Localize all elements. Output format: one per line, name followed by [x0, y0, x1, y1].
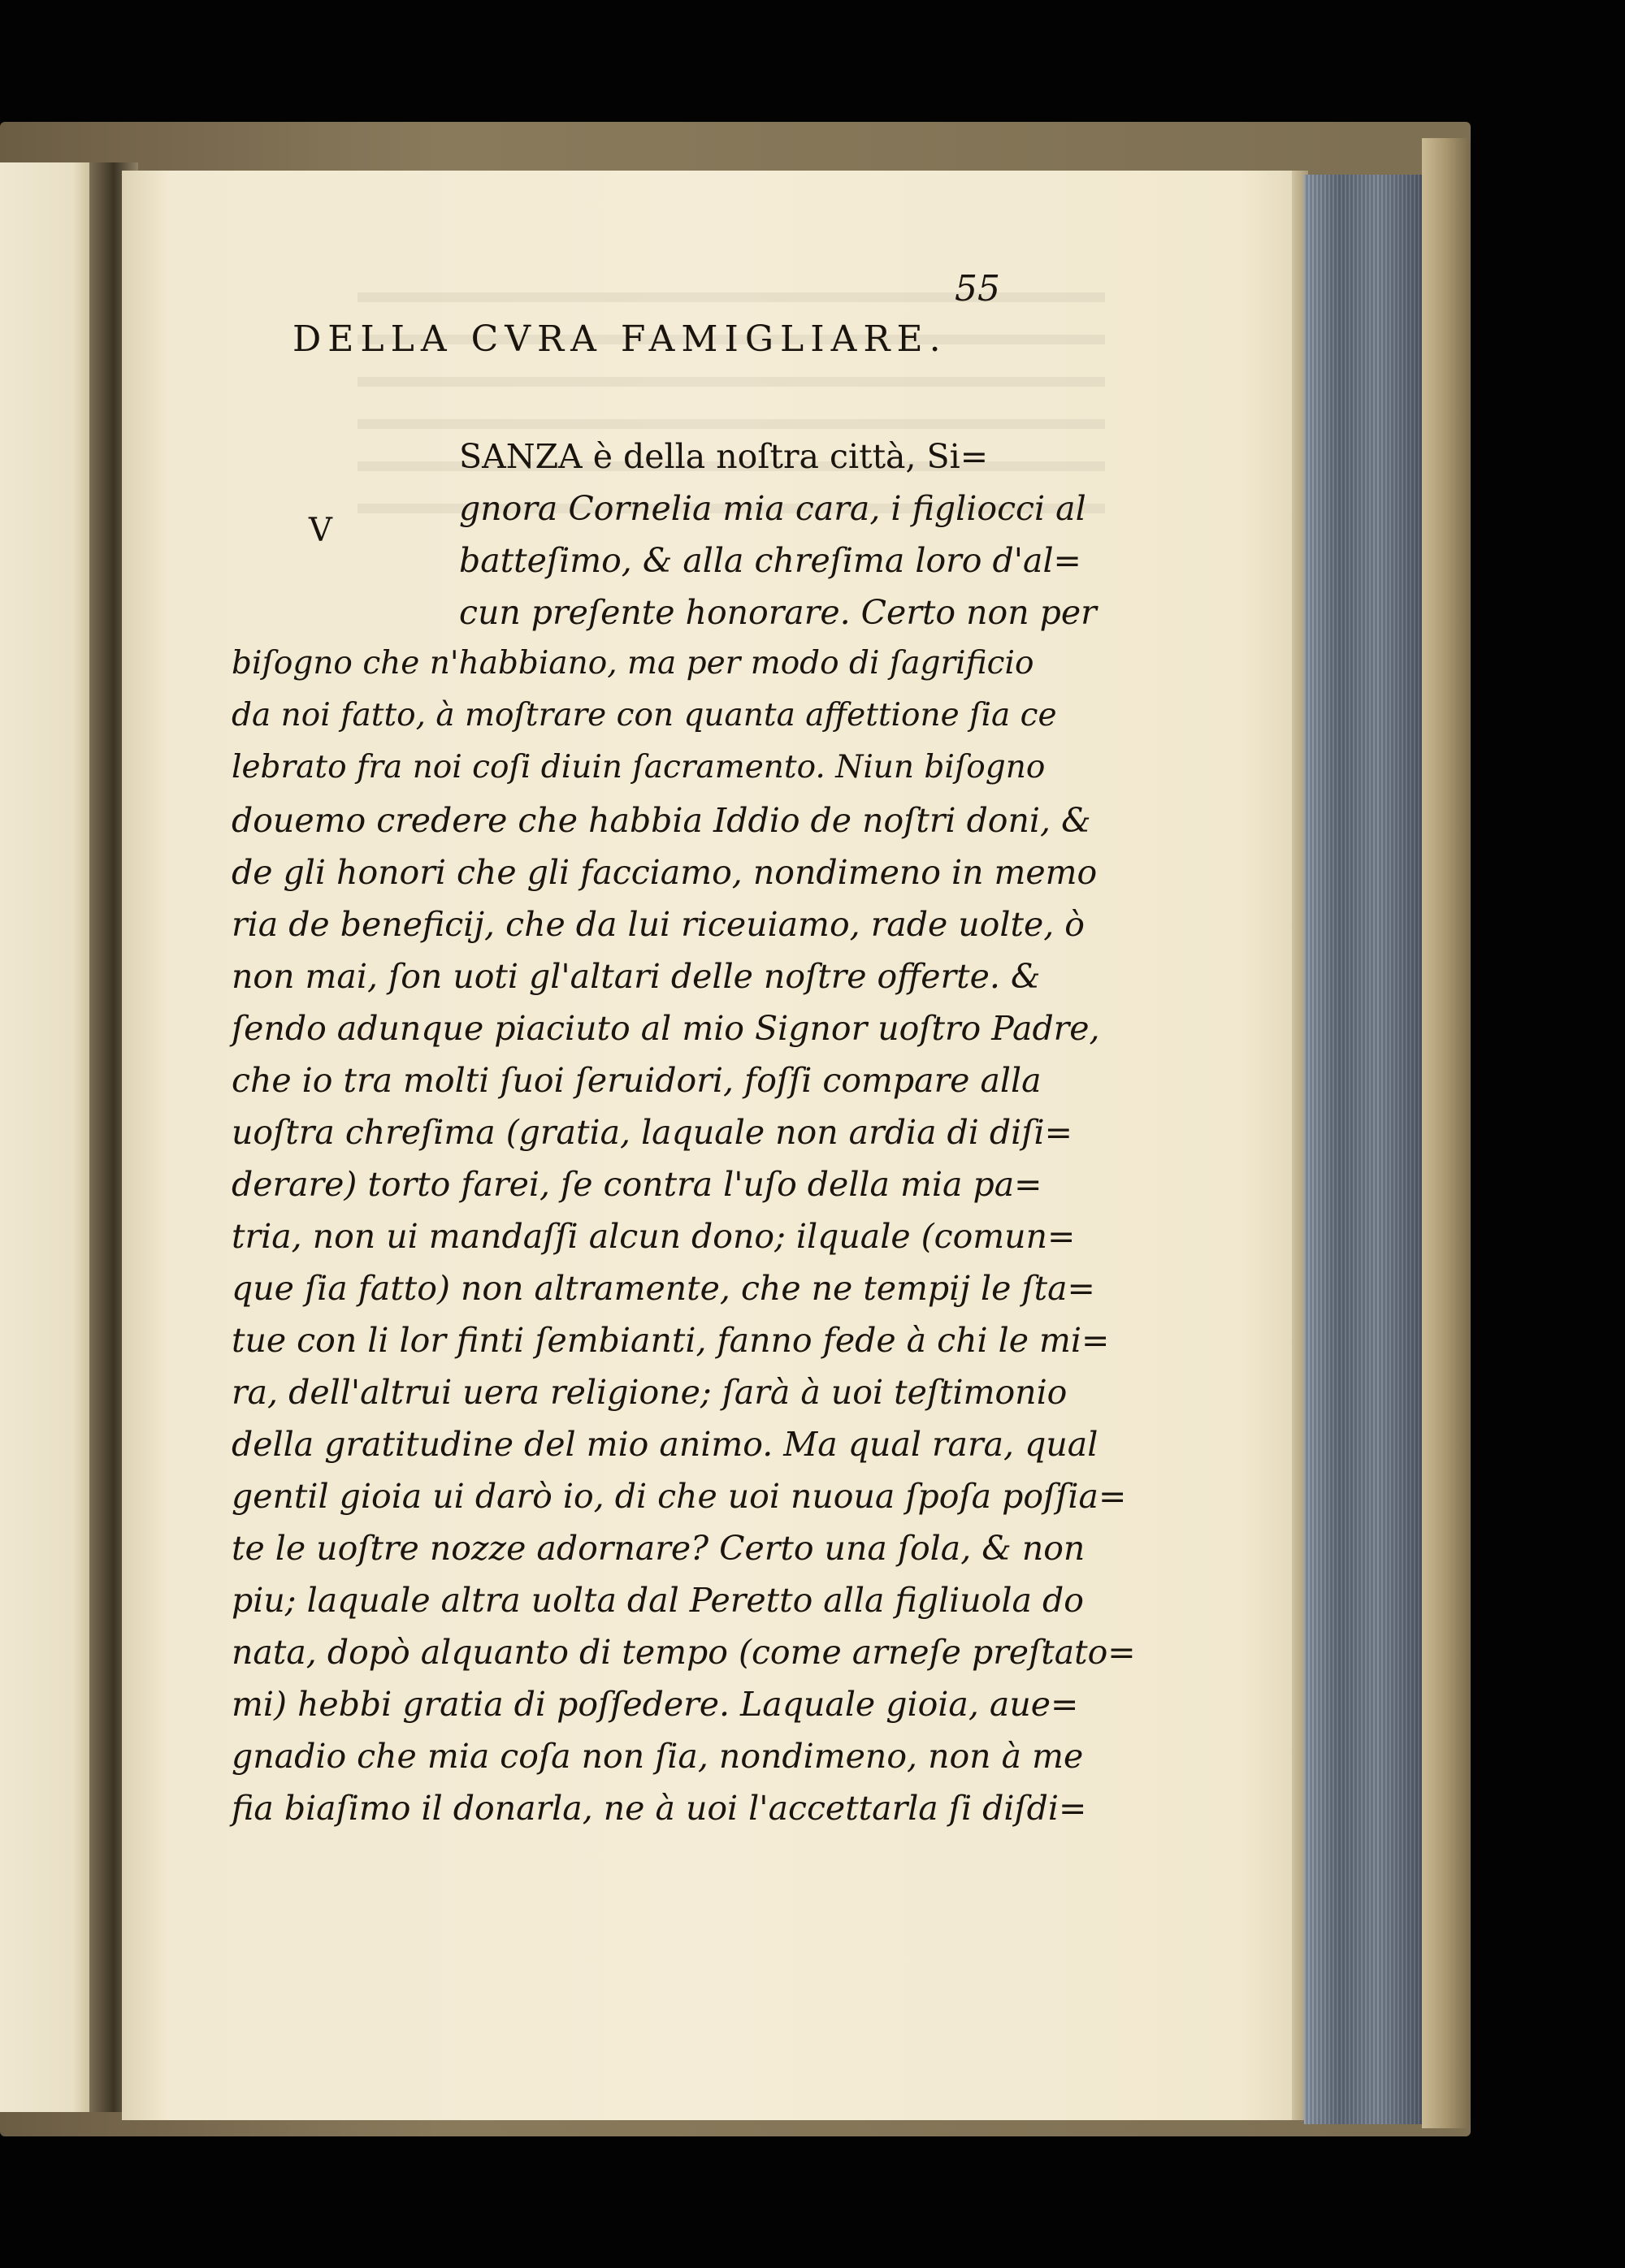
- drop-initial: V: [309, 512, 332, 549]
- text-line: fia biaſimo il donarla, ne à uoi l'accettarla ſi diſdi=: [232, 1789, 1087, 1828]
- text-line: que ſia fatto) non altramente, che ne tempij le ſta=: [232, 1269, 1095, 1308]
- text-line: ſendo adunque piaciuto al mio Signor uoſtro Padre,: [232, 1009, 1100, 1048]
- text-line: ra, dell'altrui uera religione; ſarà à uoi teſtimonio: [232, 1373, 1068, 1412]
- text-line: douemo credere che habbia Iddio de noſtri doni, &: [232, 801, 1091, 840]
- text-line: gnora Cornelia mia cara, i figliocci al: [459, 489, 1086, 528]
- text-line: piu; laquale altra uolta dal Peretto alla figliuola do: [232, 1581, 1084, 1620]
- text-line: uoſtra chreſima (gratia, laquale non ardia di diſi=: [232, 1113, 1072, 1152]
- text-line: de gli honori che gli facciamo, nondimeno in memo: [232, 853, 1098, 892]
- text-line: lebrato fra noi coſi diuin ſacramento. Niun biſogno: [232, 749, 1046, 786]
- text-line: SANZA è della noſtra città, Si=: [459, 437, 989, 476]
- fore-edge-speckled: [1304, 175, 1426, 2124]
- running-head: DELLA CVRA FAMIGLIARE.: [292, 318, 947, 360]
- text-line: cun preſente honorare. Certo non per: [459, 593, 1097, 632]
- left-page-edge: [0, 162, 91, 2112]
- text-line: che io tra molti ſuoi ſeruidori, foſſi compare alla: [232, 1061, 1042, 1100]
- text-line: biſogno che n'habbiano, ma per modo di ſagrificio: [232, 645, 1034, 682]
- text-line: da noi fatto, à moſtrare con quanta affettione ſia ce: [232, 697, 1057, 734]
- text-line: tue con li lor finti ſembianti, fanno fede à chi le mi=: [232, 1321, 1110, 1360]
- text-line: della gratitudine del mio animo. Ma qual rara, qual: [232, 1425, 1098, 1464]
- page-number: 55: [955, 268, 1000, 309]
- text-line: gnadio che mia coſa non ſia, nondimeno, non à me: [232, 1737, 1084, 1776]
- cover-edge: [1422, 138, 1471, 2128]
- text-line: ria de beneficij, che da lui riceuiamo, rade uolte, ò: [232, 905, 1085, 944]
- text-line: derare) torto farei, ſe contra l'uſo della mia pa=: [232, 1165, 1042, 1204]
- text-line: mi) hebbi gratia di poſſedere. Laquale gioia, aue=: [232, 1685, 1079, 1724]
- text-line: non mai, ſon uoti gl'altari delle noſtre offerte. &: [232, 957, 1041, 996]
- text-line: te le uoſtre nozze adornare? Certo una ſola, & non: [232, 1529, 1086, 1568]
- text-line: tria, non ui mandaſſi alcun dono; ilquale (comun=: [232, 1217, 1076, 1256]
- text-line: nata, dopò alquanto di tempo (come arneſe preſtato=: [232, 1633, 1136, 1672]
- text-line: gentil gioia ui darò io, di che uoi nuoua ſpoſa poſſia=: [232, 1477, 1127, 1516]
- text-line: batteſimo, & alla chreſima loro d'al=: [459, 541, 1081, 580]
